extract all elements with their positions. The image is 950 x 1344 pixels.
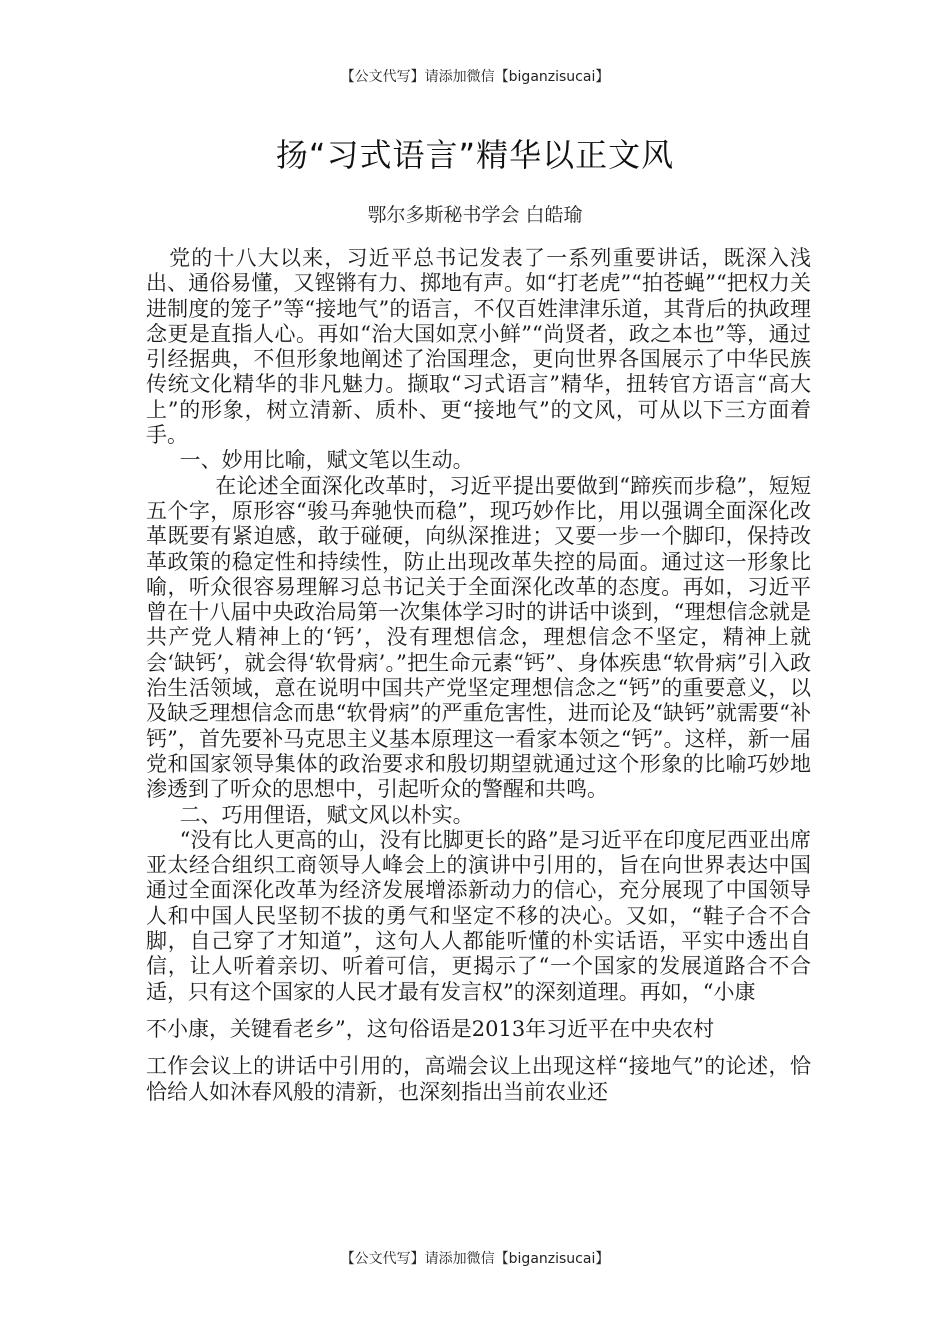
paragraph-continuation: 工作会议上的讲话中引用的，高端会议上出现这样“接地气”的论述，恰恰给人如沐春风般的清新，也深刻指出当前农业还 (146, 1053, 811, 1104)
page-title: 扬“习式语言”精华以正文风 (275, 136, 675, 174)
article-body (146, 246, 811, 1105)
header-note: 【公文代写】请添加微信【biganzisucai】 (340, 69, 610, 85)
section-heading-2: 二、巧用俚语，赋文风以朴实。 (179, 802, 474, 827)
paragraph-intro: 党的十八大以来，习近平总书记发表了一系列重要讲话，既深入浅出、通俗易懂，又铿锵有力、掷地有声。如“打老虎”“拍苍蝇”“把权力关进制度的笼子”等“接地气”的语言，不仅百姓津津乐道，其背后的执政理念更是直指人心。再如“治大国如烹小鲜”“尚贤者，政之本也”等，通过引经据典，不但形象地阐述了治国理念，更向世界各国展示了中华民族传统文化精华的非凡魅力。撷取“习式语言”精华，扭转官方语言“高大上”的形象，树立清新、质朴、更“接地气”的文风，可从以下三方面着手。 (146, 246, 811, 448)
section-heading-1: 一、妙用比喻，赋文笔以生动。 (179, 448, 474, 473)
footer-note: 【公文代写】请添加微信【biganzisucai】 (340, 1251, 610, 1267)
paragraph-metaphor: 在论述全面深化改革时，习近平提出要做到“蹄疾而步稳”，短短五个字，原形容“骏马奔驰快而稳”，现巧妙作比，用以强调全面深化改革既要有紧迫感，敢于碰硬，向纵深推进；又要一步一个脚印，保持改革政策的稳定性和持续性，防止出现改革失控的局面。通过这一形象比喻，听众很容易理解习总书记关于全面深化改革的态度。再如，习近平曾在十八届中央政治局第一次集体学习时的讲话中谈到，“理想信念就是共产党人精神上的‘钙’，没有理想信念，理想信念不坚定，精神上就会‘缺钙’，就会得‘软骨病’。”把生命元素“钙”、身体疾患“软骨病”引入政治生活领域，意在说明中国共产党坚定理想信念之“钙”的重要意义，以及缺乏理想信念而患“软骨病”的严重危害性，进而论及“缺钙”就需要“补钙”，首先要补马克思主义基本原理这一看家本领之“钙”。这样，新一届党和国家领导集体的政治要求和殷切期望就通过这个形象的比喻巧妙地渗透到了听众的思想中，引起听众的警醒和共鸣。 (146, 473, 811, 802)
paragraph-slang: “没有比人更高的山，没有比脚更长的路”是习近平在印度尼西亚出席亚太经合组织工商领导人峰会上的演讲中引用的，旨在向世界表达中国通过全面深化改革为经济发展增添新动力的信心，充分展现了中国领导人和中国人民坚韧不拔的勇气和坚定不移的决心。又如，“鞋子合不合脚，自己穿了才知道”，这句人人都能听懂的朴实话语，平实中透出自信，让人听着亲切、听着可信，更揭示了“一个国家的发展道路合不合适，只有这个国家的人民才最有发言权”的深刻道理。再如，“小康 (146, 827, 811, 1004)
paragraph-line-xiaokang: 不小康，关键看老乡”，这句俗语是2013年习近平在中央农村 (146, 1016, 715, 1041)
author-line: 鄂尔多斯秘书学会 白皓瑜 (367, 204, 583, 226)
